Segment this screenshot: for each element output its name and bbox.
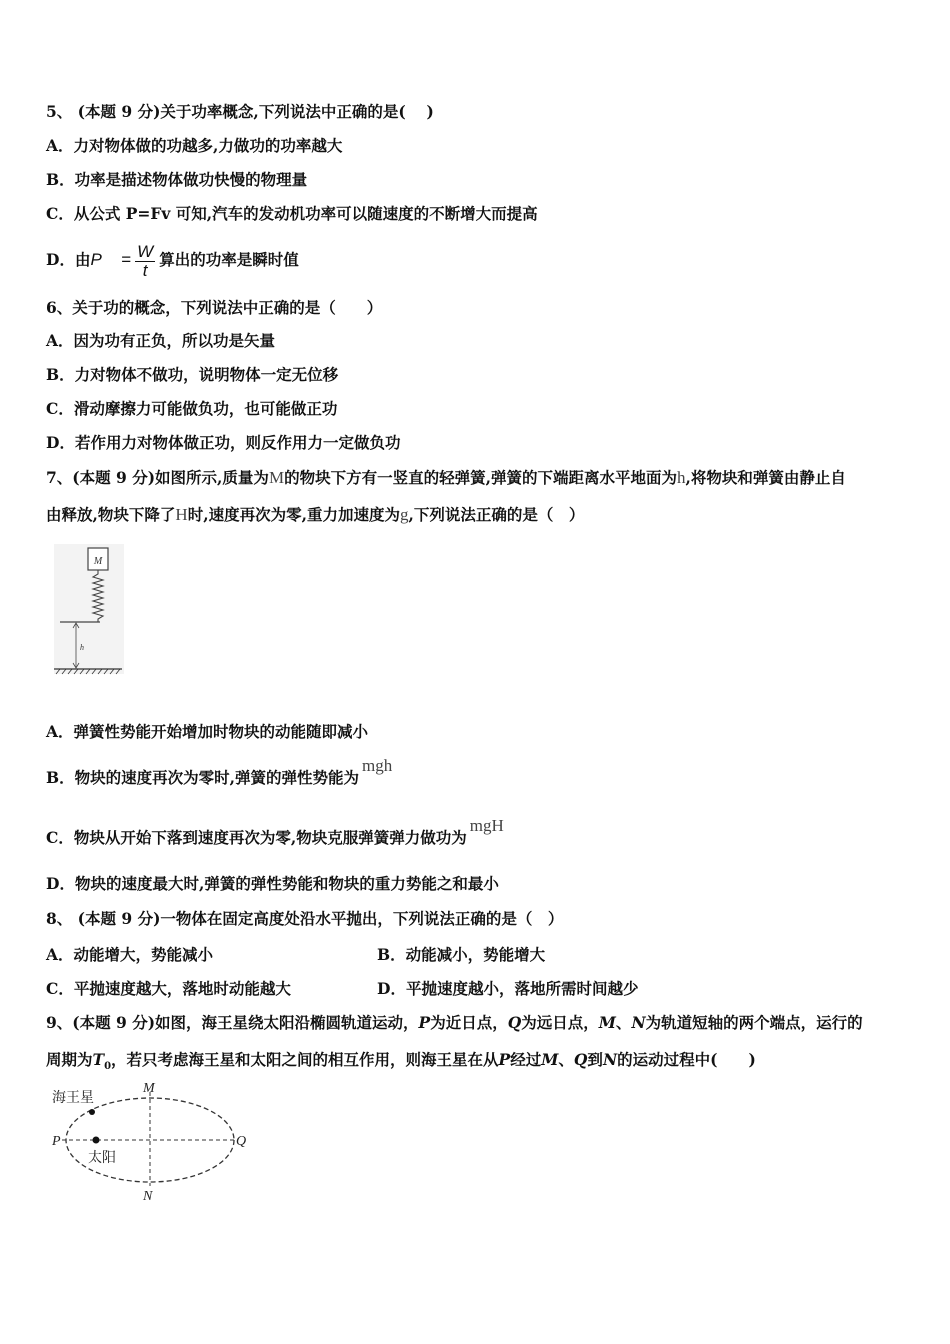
orbit-figure — [48, 1080, 258, 1202]
q9-l1-b: 为近日点， — [430, 1013, 508, 1032]
q9-var-t-sub: 0 — [104, 1061, 112, 1073]
q5-option-b: B．功率是描述物体做功快慢的物理量 — [46, 170, 308, 189]
q5-d-power-symbol: P — [90, 250, 102, 269]
q9-sep: 、 — [615, 1013, 632, 1032]
height-h-label: h — [80, 643, 84, 652]
q6-stem: 6、关于功的概念，下列说法中正确的是（ ） — [46, 298, 383, 317]
q7-stem2-a: 由释放,物块下降了 — [46, 505, 176, 524]
q9-var-m: M — [598, 1013, 616, 1032]
q9-l1-d: 为轨道短轴的两个端点，运行的 — [645, 1013, 863, 1032]
point-q-label: Q — [236, 1134, 247, 1149]
q7-var-h: h — [676, 468, 686, 487]
q6-option-c: C．滑动摩擦力可能做负功，也可能做正功 — [46, 399, 338, 418]
q7-var-m: M — [268, 468, 285, 487]
q5-d-numerator: W — [137, 241, 154, 261]
q7-var-H: H — [175, 505, 188, 524]
q8-option-a: A．动能增大，势能减小 — [46, 945, 214, 964]
q9-l2-d: 到 — [587, 1050, 603, 1069]
q9-var-n: N — [631, 1013, 646, 1032]
q9-l2-p: P — [498, 1050, 511, 1069]
q7-var-g: g — [399, 505, 409, 524]
point-m-label: M — [143, 1081, 155, 1096]
q7-stem2-b: 时,速度再次为零,重力加速度为 — [187, 505, 400, 524]
q6-option-a: A．因为功有正负，所以功是矢量 — [46, 331, 276, 350]
q9-l1-a: 9、(本题 9 分)如图，海王星绕太阳沿椭圆轨道运动， — [46, 1013, 419, 1032]
q5-d-prefix: D．由 — [46, 250, 91, 269]
q7-stem-line1 — [46, 468, 846, 488]
q8-option-b: B．动能减小，势能增大 — [377, 945, 546, 964]
q5-d-denominator: t — [142, 260, 148, 280]
q9-stem-line2 — [46, 1050, 756, 1077]
q9-l2-n: N — [602, 1050, 618, 1069]
q7-stem2-c: ,下列说法正确的是（ ） — [408, 505, 585, 524]
q5-option-a: A．力对物体做的功越多,力做功的功率越大 — [46, 136, 343, 155]
q5-d-fraction — [135, 243, 155, 280]
q7-b-value: mgh — [362, 756, 393, 775]
q9-l2-c: 经过 — [510, 1050, 542, 1069]
q6-option-d: D．若作用力对物体做正功，则反作用力一定做负功 — [46, 433, 401, 452]
q7-b-text: B．物块的速度再次为零时,弹簧的弹性势能为 — [46, 768, 359, 787]
q9-var-q: Q — [507, 1013, 522, 1032]
q9-l2-a: 周期为 — [46, 1050, 93, 1069]
q7-c-value: mgH — [469, 816, 504, 835]
neptune-label: 海王星 — [52, 1090, 94, 1106]
neptune-dot — [89, 1109, 95, 1115]
q5-option-c: C．从公式 P=Fv 可知,汽车的发动机功率可以随速度的不断增大而提高 — [46, 204, 538, 223]
q7-stem1-b: 的物块下方有一竖直的轻弹簧,弹簧的下端距离水平地面为 — [284, 468, 677, 487]
q5-d-equals: = — [121, 250, 132, 269]
q8-stem: 8、 (本题 9 分)一物体在固定高度处沿水平抛出，下列说法正确的是（ ） — [46, 909, 564, 928]
q8-option-c: C．平抛速度越大，落地时动能越大 — [46, 979, 291, 998]
q7-option-a: A．弹簧性势能开始增加时物块的动能随即减小 — [46, 722, 369, 741]
q7-stem1-a: 7、(本题 9 分)如图所示,质量为 — [46, 468, 269, 487]
q9-l2-e: 的运动过程中( ) — [617, 1050, 756, 1069]
q8-option-d: D．平抛速度越小，落地所需时间越少 — [377, 979, 639, 998]
q9-var-t: T — [92, 1050, 105, 1069]
q9-l2-m: M — [541, 1050, 559, 1069]
q7-c-text: C．物块从开始下落到速度再次为零,物块克服弹簧弹力做功为 — [46, 828, 467, 847]
block-m-label: M — [93, 556, 103, 567]
q7-option-b — [46, 756, 393, 788]
q5-d-suffix: 算出的功率是瞬时值 — [159, 250, 299, 269]
q5-stem: 5、 (本题 9 分)关于功率概念,下列说法中正确的是( ) — [46, 102, 434, 121]
q9-l2-sep: 、 — [558, 1050, 574, 1069]
q5-option-d — [46, 240, 299, 280]
q7-stem1-c: ,将物块和弹簧由静止自 — [685, 468, 846, 487]
q7-option-c — [46, 816, 504, 848]
q9-stem-line1 — [46, 1013, 863, 1033]
spring-block-figure — [52, 544, 132, 680]
q9-l1-c: 为远日点， — [521, 1013, 599, 1032]
q9-l2-b: ，若只考虑海王星和太阳之间的相互作用，则海王星在从 — [111, 1050, 499, 1069]
q7-option-d: D．物块的速度最大时,弹簧的弹性势能和物块的重力势能之和最小 — [46, 874, 499, 893]
point-p-label: P — [52, 1134, 61, 1149]
sun-dot — [93, 1137, 100, 1144]
q6-option-b: B．力对物体不做功，说明物体一定无位移 — [46, 365, 339, 384]
sun-label: 太阳 — [88, 1150, 116, 1166]
point-n-label: N — [143, 1189, 153, 1202]
q7-stem-line2 — [46, 505, 584, 525]
q9-var-p: P — [418, 1013, 431, 1032]
q9-l2-q: Q — [573, 1050, 588, 1069]
